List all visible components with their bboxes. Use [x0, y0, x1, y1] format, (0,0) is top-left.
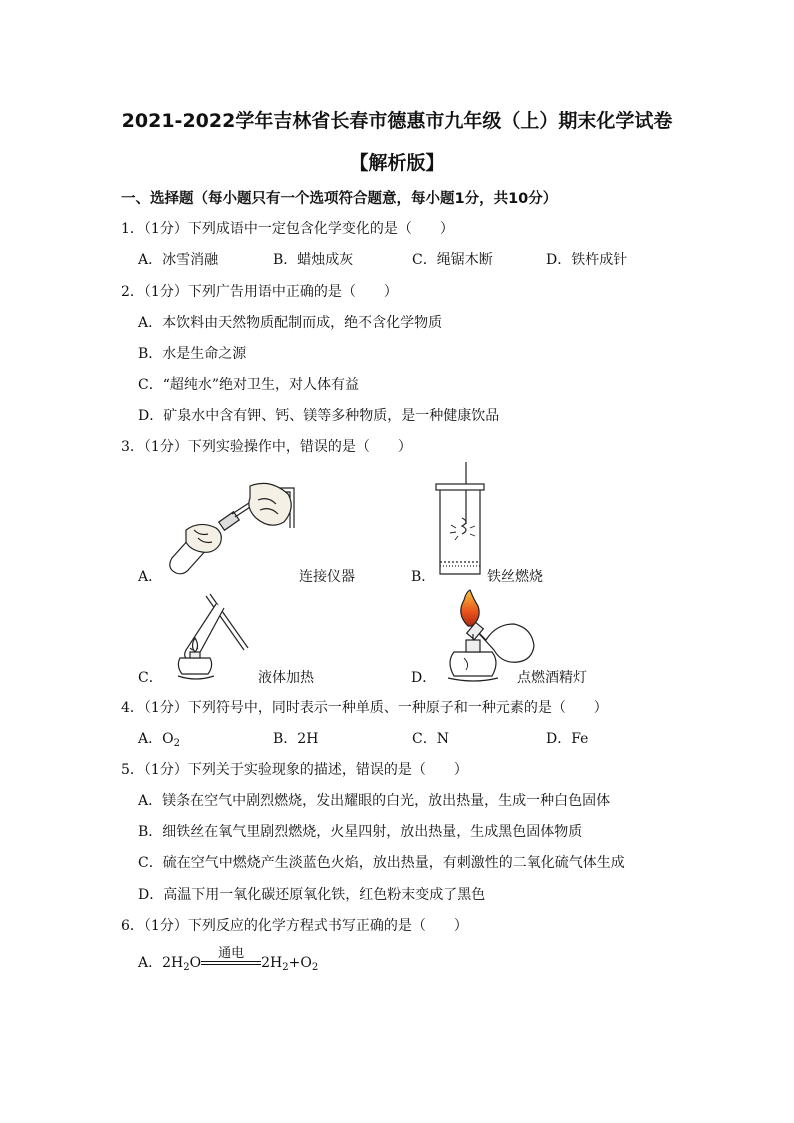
q4-option-b: B．2H [273, 731, 319, 747]
page-title: 2021-2022学年吉林省长春市德惠市九年级（上）期末化学试卷 [121, 110, 673, 132]
q3-option-d-letter: D． [411, 670, 437, 686]
q3-option-b-caption: 铁丝燃烧 [487, 569, 543, 585]
q2-option-b: B．水是生命之源 [138, 346, 247, 362]
q3-option-c-caption: 液体加热 [258, 670, 314, 686]
question-2-stem: 2．（1分）下列广告用语中正确的是（ ） [121, 284, 398, 300]
question-6-stem: 6．（1分）下列反应的化学方程式书写正确的是（ ） [121, 918, 468, 934]
liquid-heating-figure [168, 592, 248, 684]
reaction-arrow [201, 946, 261, 970]
q1-option-d: D．铁杵成针 [546, 252, 628, 268]
q4-option-a: A．$O_2$ [138, 731, 180, 749]
page-subtitle: 【解析版】 [349, 152, 445, 174]
q5-option-c: C．硫在空气中燃烧产生淡蓝色火焰，放出热量，有刺激性的二氧化硫气体生成 [138, 855, 625, 871]
q4-option-d: D．Fe [546, 731, 589, 747]
q5-option-a: A．镁条在空气中剧烈燃烧，发出耀眼的白光，放出热量，生成一种白色固体 [138, 793, 611, 809]
iron-wire-combustion-figure [430, 462, 490, 584]
q3-option-c-letter: C． [138, 670, 163, 686]
q1-option-c: C．绳锯木断 [412, 252, 493, 268]
q3-option-a-letter: A． [138, 569, 163, 585]
question-5-stem: 5．（1分）下列关于实验现象的描述，错误的是（ ） [121, 762, 468, 778]
q3-option-d-caption: 点燃酒精灯 [517, 670, 587, 686]
q3-option-a-caption: 连接仪器 [299, 569, 355, 585]
question-3-stem: 3．（1分）下列实验操作中，错误的是（ ） [121, 439, 412, 455]
reaction-condition: 通电 [218, 946, 245, 961]
q1-option-b: B．蜡烛成灰 [273, 252, 354, 268]
tube-connection-figure [160, 478, 310, 580]
q2-option-c: C．“超纯水”绝对卫生，对人体有益 [138, 377, 360, 393]
question-4-stem: 4．（1分）下列符号中，同时表示一种单质、一种原子和一种元素的是（ ） [121, 700, 608, 716]
q2-option-d: D．矿泉水中含有钾、钙、镁等多种物质，是一种健康饮品 [138, 408, 500, 424]
q1-option-a: A．冰雪消融 [138, 252, 219, 268]
question-1-stem: 1．（1分）下列成语中一定包含化学变化的是（ ） [121, 221, 454, 237]
q3-option-b-letter: B． [411, 569, 436, 585]
q5-option-b: B．细铁丝在氧气里剧烈燃烧，火星四射，放出热量，生成黑色固体物质 [138, 824, 583, 840]
section-heading: 一、选择题（每小题只有一个选项符合题意，每小题1分，共10分） [121, 191, 558, 207]
q2-option-a: A．本饮料由天然物质配制而成，绝不含化学物质 [138, 315, 443, 331]
q6-option-a-equation: A．$2H_2O$ 通电 $2H_2+O_2$ [138, 952, 318, 972]
q4-option-c: C．N [412, 731, 449, 747]
q5-option-d: D．高温下用一氧化碳还原氧化铁，红色粉末变成了黑色 [138, 887, 486, 903]
